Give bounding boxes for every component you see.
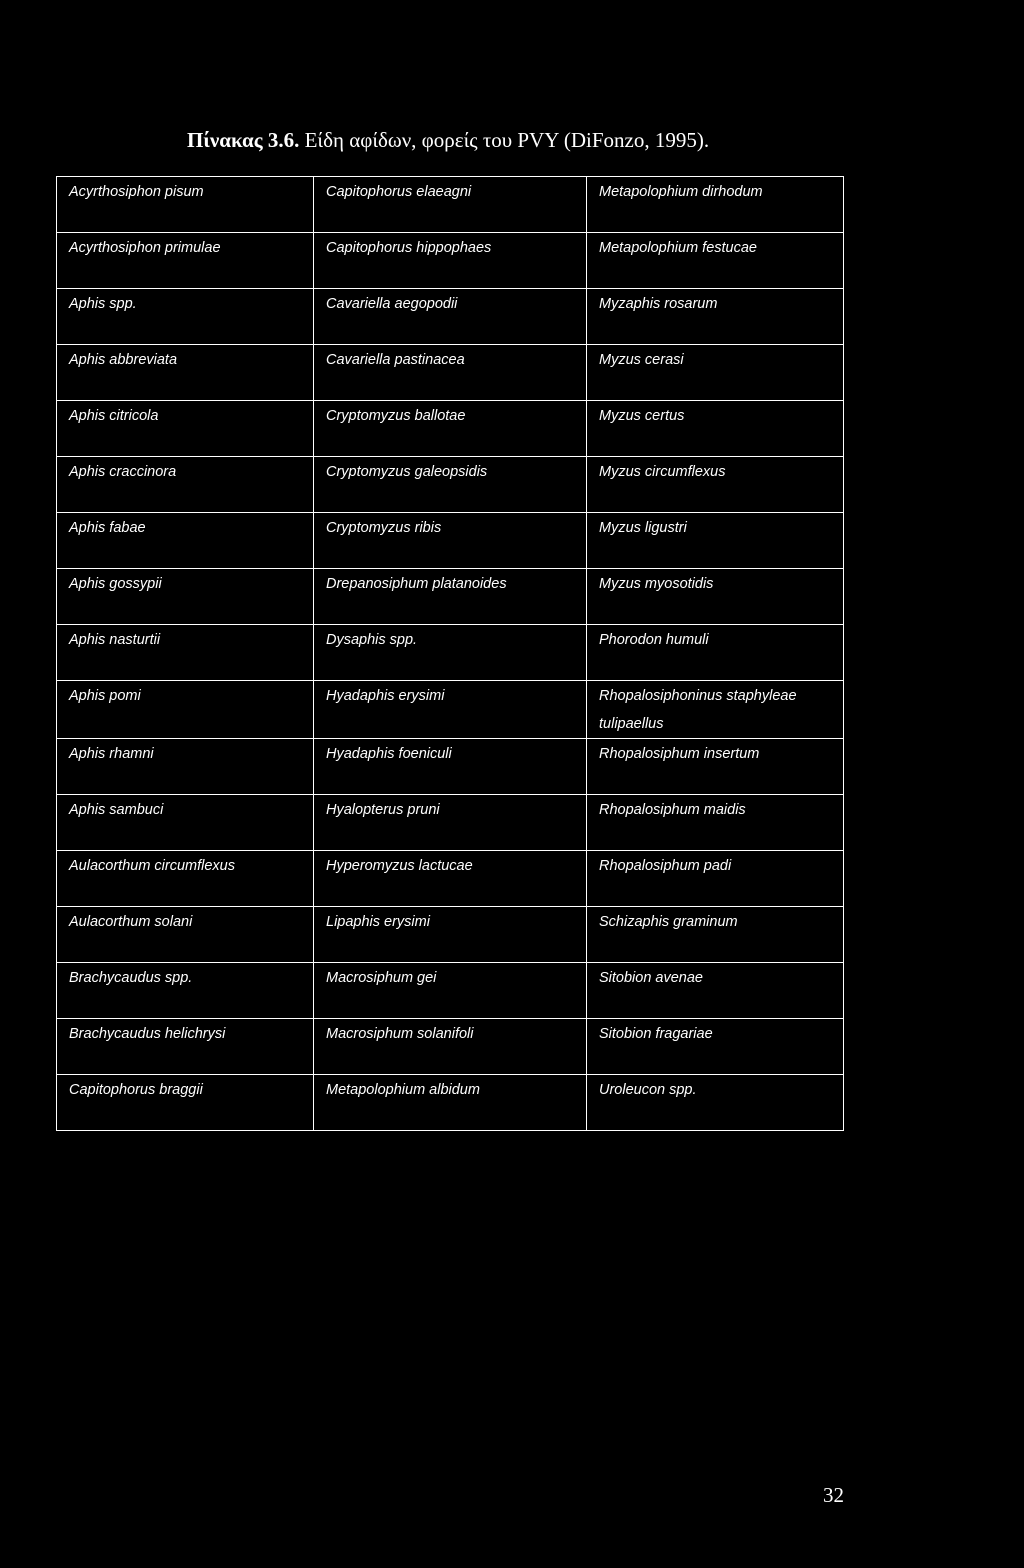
table-cell: Myzus certus: [587, 401, 844, 457]
table-row: [57, 963, 844, 1019]
table-cell: Sitobion fragariae: [587, 1019, 844, 1075]
table-cell: Rhopalosiphoninus staphyleae tulipaellus: [587, 681, 844, 739]
table-cell: Drepanosiphum platanoides: [314, 569, 587, 625]
table-cell: Capitophorus hippophaes: [314, 233, 587, 289]
table-cell: Aphis nasturtii: [57, 625, 314, 681]
table-cell: Aphis fabae: [57, 513, 314, 569]
table-cell: Brachycaudus helichrysi: [57, 1019, 314, 1075]
aphid-species-table: [56, 176, 844, 1131]
table-cell: Cryptomyzus ballotae: [314, 401, 587, 457]
table-cell: Cavariella aegopodii: [314, 289, 587, 345]
table-row: [57, 457, 844, 513]
table-row: [57, 1019, 844, 1075]
table-cell: Hyalopterus pruni: [314, 795, 587, 851]
table-cell: Aulacorthum circumflexus: [57, 851, 314, 907]
table-cell: Cavariella pastinacea: [314, 345, 587, 401]
table-cell: Aphis abbreviata: [57, 345, 314, 401]
table-row: [57, 289, 844, 345]
table-cell: Myzus circumflexus: [587, 457, 844, 513]
table-cell: Aphis craccinora: [57, 457, 314, 513]
table-cell: Aphis spp.: [57, 289, 314, 345]
page-number: 32: [823, 1483, 844, 1507]
table-cell: Aphis gossypii: [57, 569, 314, 625]
table-cell: Cryptomyzus ribis: [314, 513, 587, 569]
table-row: [57, 513, 844, 569]
table-cell: Macrosiphum gei: [314, 963, 587, 1019]
table-caption-text: Είδη αφίδων, φορείς του PVY (DiFonzo, 1995).: [299, 128, 710, 152]
table-cell: Myzus cerasi: [587, 345, 844, 401]
table-body: [57, 177, 844, 1131]
table-cell: Sitobion avenae: [587, 963, 844, 1019]
table-cell: Macrosiphum solanifoli: [314, 1019, 587, 1075]
table-cell: Lipaphis erysimi: [314, 907, 587, 963]
table-row: [57, 401, 844, 457]
table-row: [57, 233, 844, 289]
table-cell: Capitophorus elaeagni: [314, 177, 587, 233]
table-cell: Aphis citricola: [57, 401, 314, 457]
table-cell: Metapolophium festucae: [587, 233, 844, 289]
table-cell: Phorodon humuli: [587, 625, 844, 681]
table-row: [57, 569, 844, 625]
table-cell: Acyrthosiphon primulae: [57, 233, 314, 289]
table-cell: Schizaphis graminum: [587, 907, 844, 963]
table-cell: Myzus ligustri: [587, 513, 844, 569]
table-cell: Hyperomyzus lactucae: [314, 851, 587, 907]
table-cell: Aphis rhamni: [57, 739, 314, 795]
table-cell: Rhopalosiphum maidis: [587, 795, 844, 851]
table-cell: Aulacorthum solani: [57, 907, 314, 963]
table-row: [57, 907, 844, 963]
table-cell: Dysaphis spp.: [314, 625, 587, 681]
table-cell: Cryptomyzus galeopsidis: [314, 457, 587, 513]
table-cell: Metapolophium dirhodum: [587, 177, 844, 233]
table-cell: Capitophorus braggii: [57, 1075, 314, 1131]
table-cell: Rhopalosiphum insertum: [587, 739, 844, 795]
table-cell: Uroleucon spp.: [587, 1075, 844, 1131]
table-cell: Myzaphis rosarum: [587, 289, 844, 345]
table-row: [57, 681, 844, 739]
table-cell: Acyrthosiphon pisum: [57, 177, 314, 233]
table-cell: Aphis sambuci: [57, 795, 314, 851]
table-cell: Metapolophium albidum: [314, 1075, 587, 1131]
table-row: [57, 625, 844, 681]
table-cell: Rhopalosiphum padi: [587, 851, 844, 907]
table-cell: Aphis pomi: [57, 681, 314, 739]
table-cell: Hyadaphis foeniculi: [314, 739, 587, 795]
table-row: [57, 177, 844, 233]
table-cell: Brachycaudus spp.: [57, 963, 314, 1019]
table-cell: Myzus myosotidis: [587, 569, 844, 625]
table-row: [57, 851, 844, 907]
table-row: [57, 739, 844, 795]
table-caption-label: Πίνακας 3.6.: [187, 128, 300, 152]
table-row: [57, 795, 844, 851]
table-caption: [187, 128, 709, 153]
table-row: [57, 1075, 844, 1131]
table-cell: Hyadaphis erysimi: [314, 681, 587, 739]
table-row: [57, 345, 844, 401]
